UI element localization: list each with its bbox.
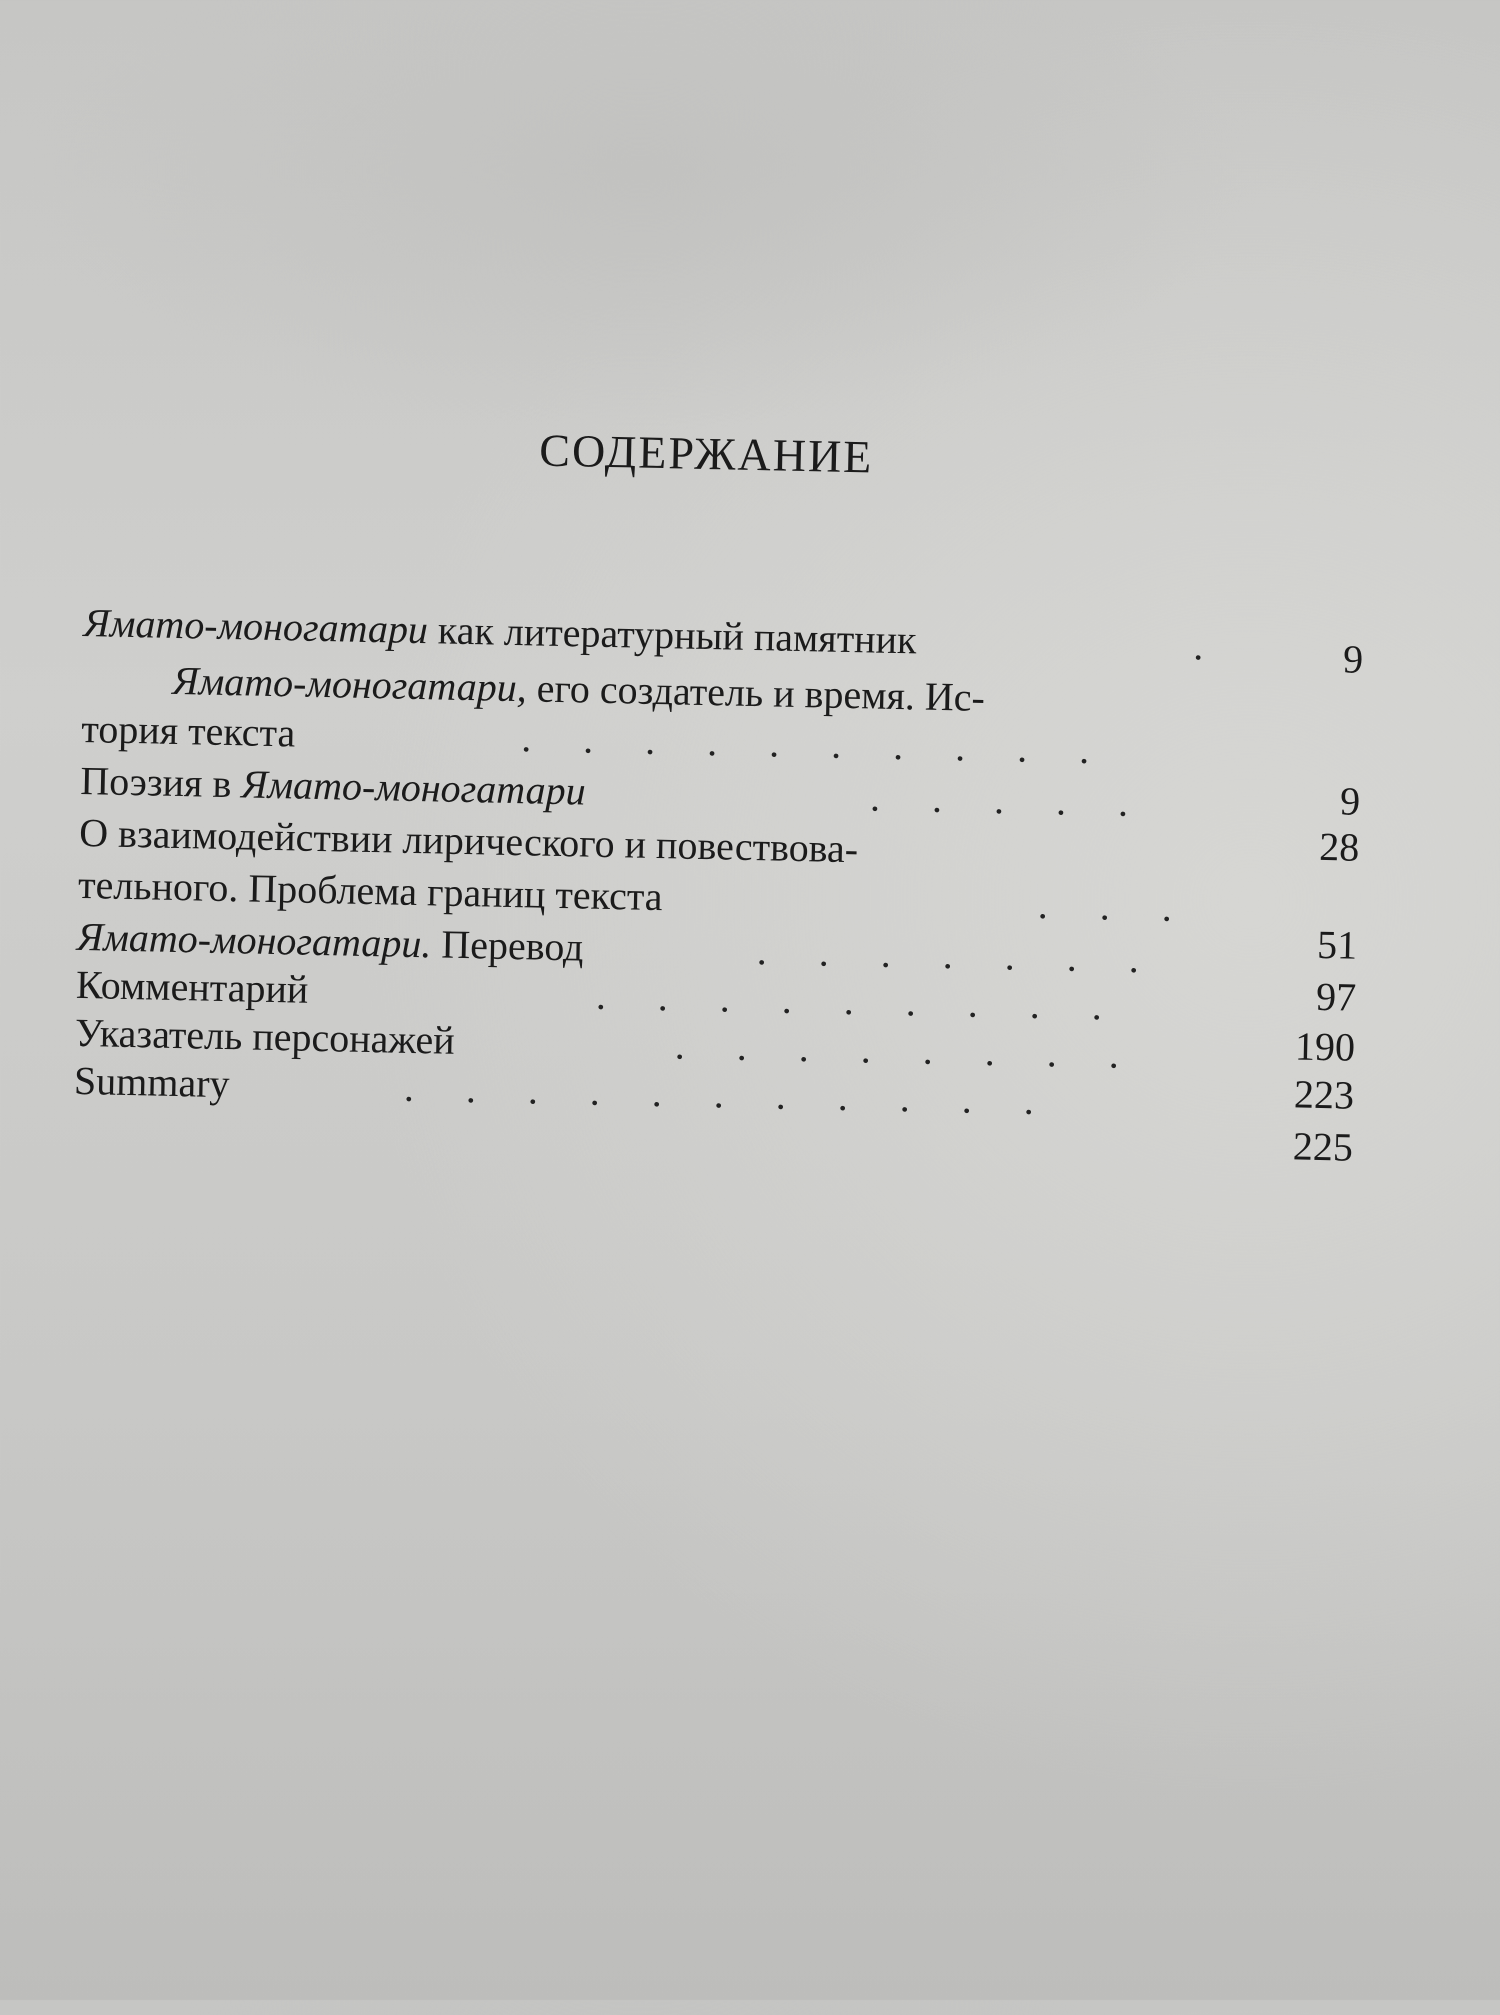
toc-entry-title: Ямато-моногатари как литературный памятник [83, 599, 917, 663]
dot-leader: . [1192, 623, 1256, 670]
toc-entry-title: тельного. Проблема границ текста [77, 861, 664, 920]
toc-entry-title: тория текста [80, 705, 296, 756]
toc-entry-page: 51 [1316, 921, 1358, 968]
page-title: СОДЕРЖАНИЕ [538, 424, 874, 483]
toc-entry-title: Указатель персонажей [74, 1009, 456, 1063]
toc-entry-title: Ямато-моногатари. Перевод [76, 913, 585, 970]
toc-entry-title: Поэзия в Ямато-моногатари [79, 757, 587, 814]
toc-entry-page: 97 [1315, 973, 1357, 1020]
toc-entry [83, 598, 1364, 682]
toc-entry-title: Summary [73, 1057, 231, 1107]
toc-entry-page: 190 [1294, 1023, 1356, 1070]
table-of-contents [73, 598, 1384, 1170]
toc-entry-page: 9 [1339, 778, 1361, 824]
toc-entry-title: О взаимодействии лирического и повествова- [78, 809, 859, 872]
dot-leader: ... [1037, 882, 1225, 931]
toc-entry-page: 225 [1292, 1123, 1354, 1170]
toc-entry-page: 223 [1293, 1071, 1355, 1118]
toc-entry-title: Комментарий [75, 961, 309, 1012]
toc-entry-page: 9 [1342, 636, 1364, 682]
dot-leader: ......... [595, 972, 1155, 1030]
dot-leader: ..... [869, 774, 1181, 826]
dot-leader: ........... [403, 1064, 1087, 1125]
toc-entry-page: 28 [1318, 823, 1360, 870]
dot-leader: ........ [674, 1022, 1172, 1078]
dot-leader: ....... [756, 928, 1192, 983]
dot-leader: .......... [520, 715, 1142, 774]
toc-entry-title: Ямато-моногатари, его создатель и время. Ис- [172, 657, 986, 720]
